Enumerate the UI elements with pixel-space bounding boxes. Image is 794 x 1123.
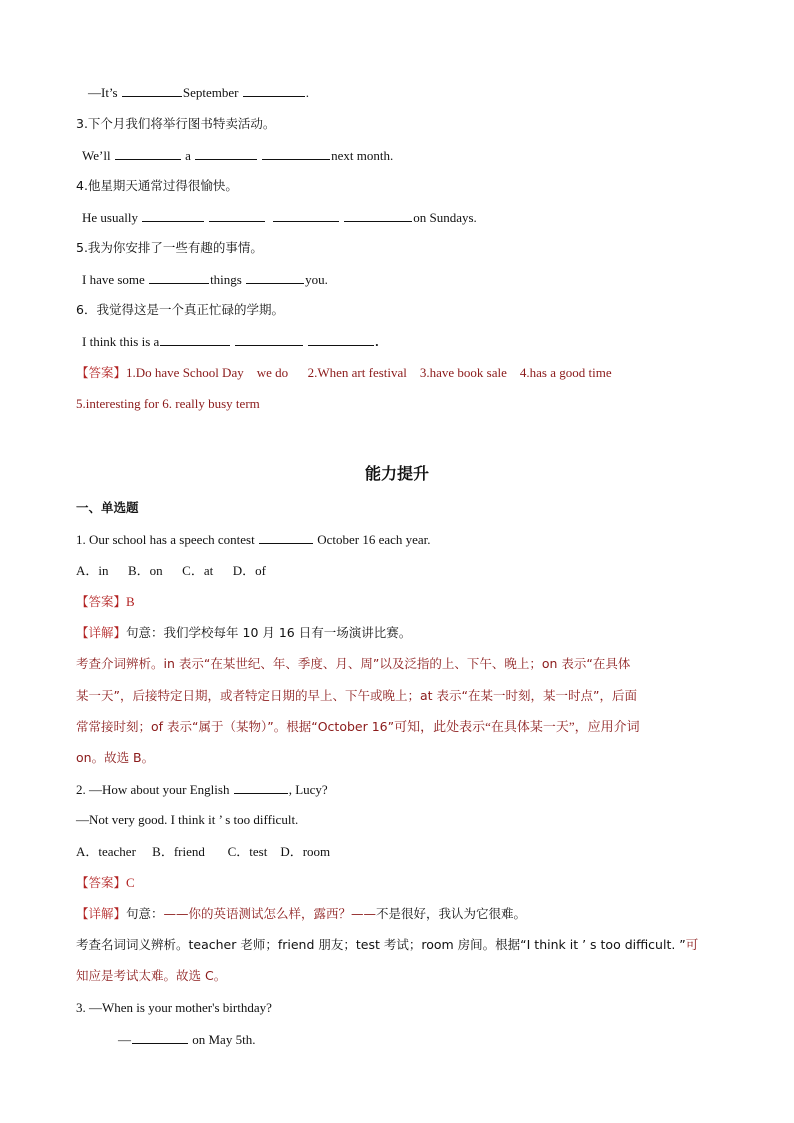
- blank[interactable]: [262, 147, 330, 160]
- blank[interactable]: [160, 333, 230, 346]
- answer-label: 【答案】: [76, 875, 127, 890]
- q2-options: A．teacher B．friend C．test D．room: [76, 844, 331, 859]
- answer-label: 【答案】: [76, 365, 127, 380]
- blank[interactable]: [209, 209, 265, 222]
- q6-english: I think this is a .: [82, 334, 379, 349]
- detail-label: 【详解】: [76, 906, 127, 921]
- detail-label: 【详解】: [76, 625, 127, 640]
- blank[interactable]: [115, 147, 181, 160]
- q1-explanation-4: on。故选 B。: [76, 750, 155, 765]
- q3-reply: — on May 5th.: [118, 1032, 256, 1047]
- q1-answer: 【答案】B: [76, 594, 135, 609]
- q5-english: I have some things you.: [82, 272, 328, 287]
- q2-prev-answer-line: —It’s September .: [88, 85, 309, 100]
- q2-stem: 2. —How about your English , Lucy?: [76, 782, 328, 797]
- blank[interactable]: [273, 209, 339, 222]
- q1-options: A．in B．on C．at D．of: [76, 563, 266, 578]
- blank[interactable]: [142, 209, 204, 222]
- q3-stem: 3. —When is your mother's birthday?: [76, 1000, 272, 1015]
- q1-explanation-2: 某一天”，后接特定日期，或者特定日期的早上、下午或晚上；at 表示“在某一时刻，某一时点”，后面: [76, 688, 637, 703]
- blank[interactable]: [308, 333, 374, 346]
- blank[interactable]: [259, 531, 313, 544]
- blank[interactable]: [344, 209, 412, 222]
- blank[interactable]: [149, 271, 209, 284]
- top-answer-line-2: 5.interesting for 6. really busy term: [76, 396, 260, 411]
- q3-chinese: 3.下个月我们将举行图书特卖活动。: [76, 116, 276, 131]
- answer-label: 【答案】: [76, 594, 127, 609]
- q1-explanation-1: 考查介词辨析。in 表示“在某世纪、年、季度、月、周”以及泛指的上、下午、晚上；on 表示“在具体: [76, 656, 631, 671]
- q5-chinese: 5.我为你安排了一些有趣的事情。: [76, 240, 263, 255]
- blank[interactable]: [235, 333, 303, 346]
- q2-explanation-1: 考查名词词义辨析。teacher 老师；friend 朋友；test 考试；room 房间。根据“I think it ’ s too difficult. ”可: [76, 937, 699, 952]
- q3-english: We’ll a next month.: [82, 148, 394, 163]
- blank[interactable]: [234, 781, 288, 794]
- q2-explanation-2: 知应是考试太难。故选 C。: [76, 968, 227, 983]
- q6-chinese: 6．我觉得这是一个真正忙碌的学期。: [76, 302, 284, 317]
- section-title: 能力提升: [364, 464, 429, 483]
- q2-answer: 【答案】C: [76, 875, 135, 890]
- q4-chinese: 4.他星期天通常过得很愉快。: [76, 178, 238, 193]
- blank[interactable]: [122, 84, 182, 97]
- blank[interactable]: [246, 271, 304, 284]
- q2-detail: 【详解】句意：——你的英语测试怎么样，露西？——不是很好，我认为它很难。: [76, 906, 527, 921]
- q2-reply: —Not very good. I think it ’ s too difficult.: [76, 812, 299, 827]
- blank[interactable]: [243, 84, 305, 97]
- blank[interactable]: [195, 147, 257, 160]
- blank[interactable]: [132, 1031, 188, 1044]
- subsection-title: 一、单选题: [76, 500, 139, 515]
- q4-english: He usually on Sundays.: [82, 210, 477, 225]
- q1-stem: 1. Our school has a speech contest October 16 each year.: [76, 532, 431, 547]
- q1-detail: 【详解】句意：我们学校每年 10 月 16 日有一场演讲比赛。: [76, 625, 412, 640]
- q1-explanation-3: 常常接时刻；of 表示“属于（某物）”。根据“October 16”可知，此处表示“在具体某一天”，应用介词: [76, 719, 640, 734]
- top-answer-line-1: 【答案】1.Do have School Day we do 2.When art festival 3.have book sale 4.has a good time: [76, 365, 612, 380]
